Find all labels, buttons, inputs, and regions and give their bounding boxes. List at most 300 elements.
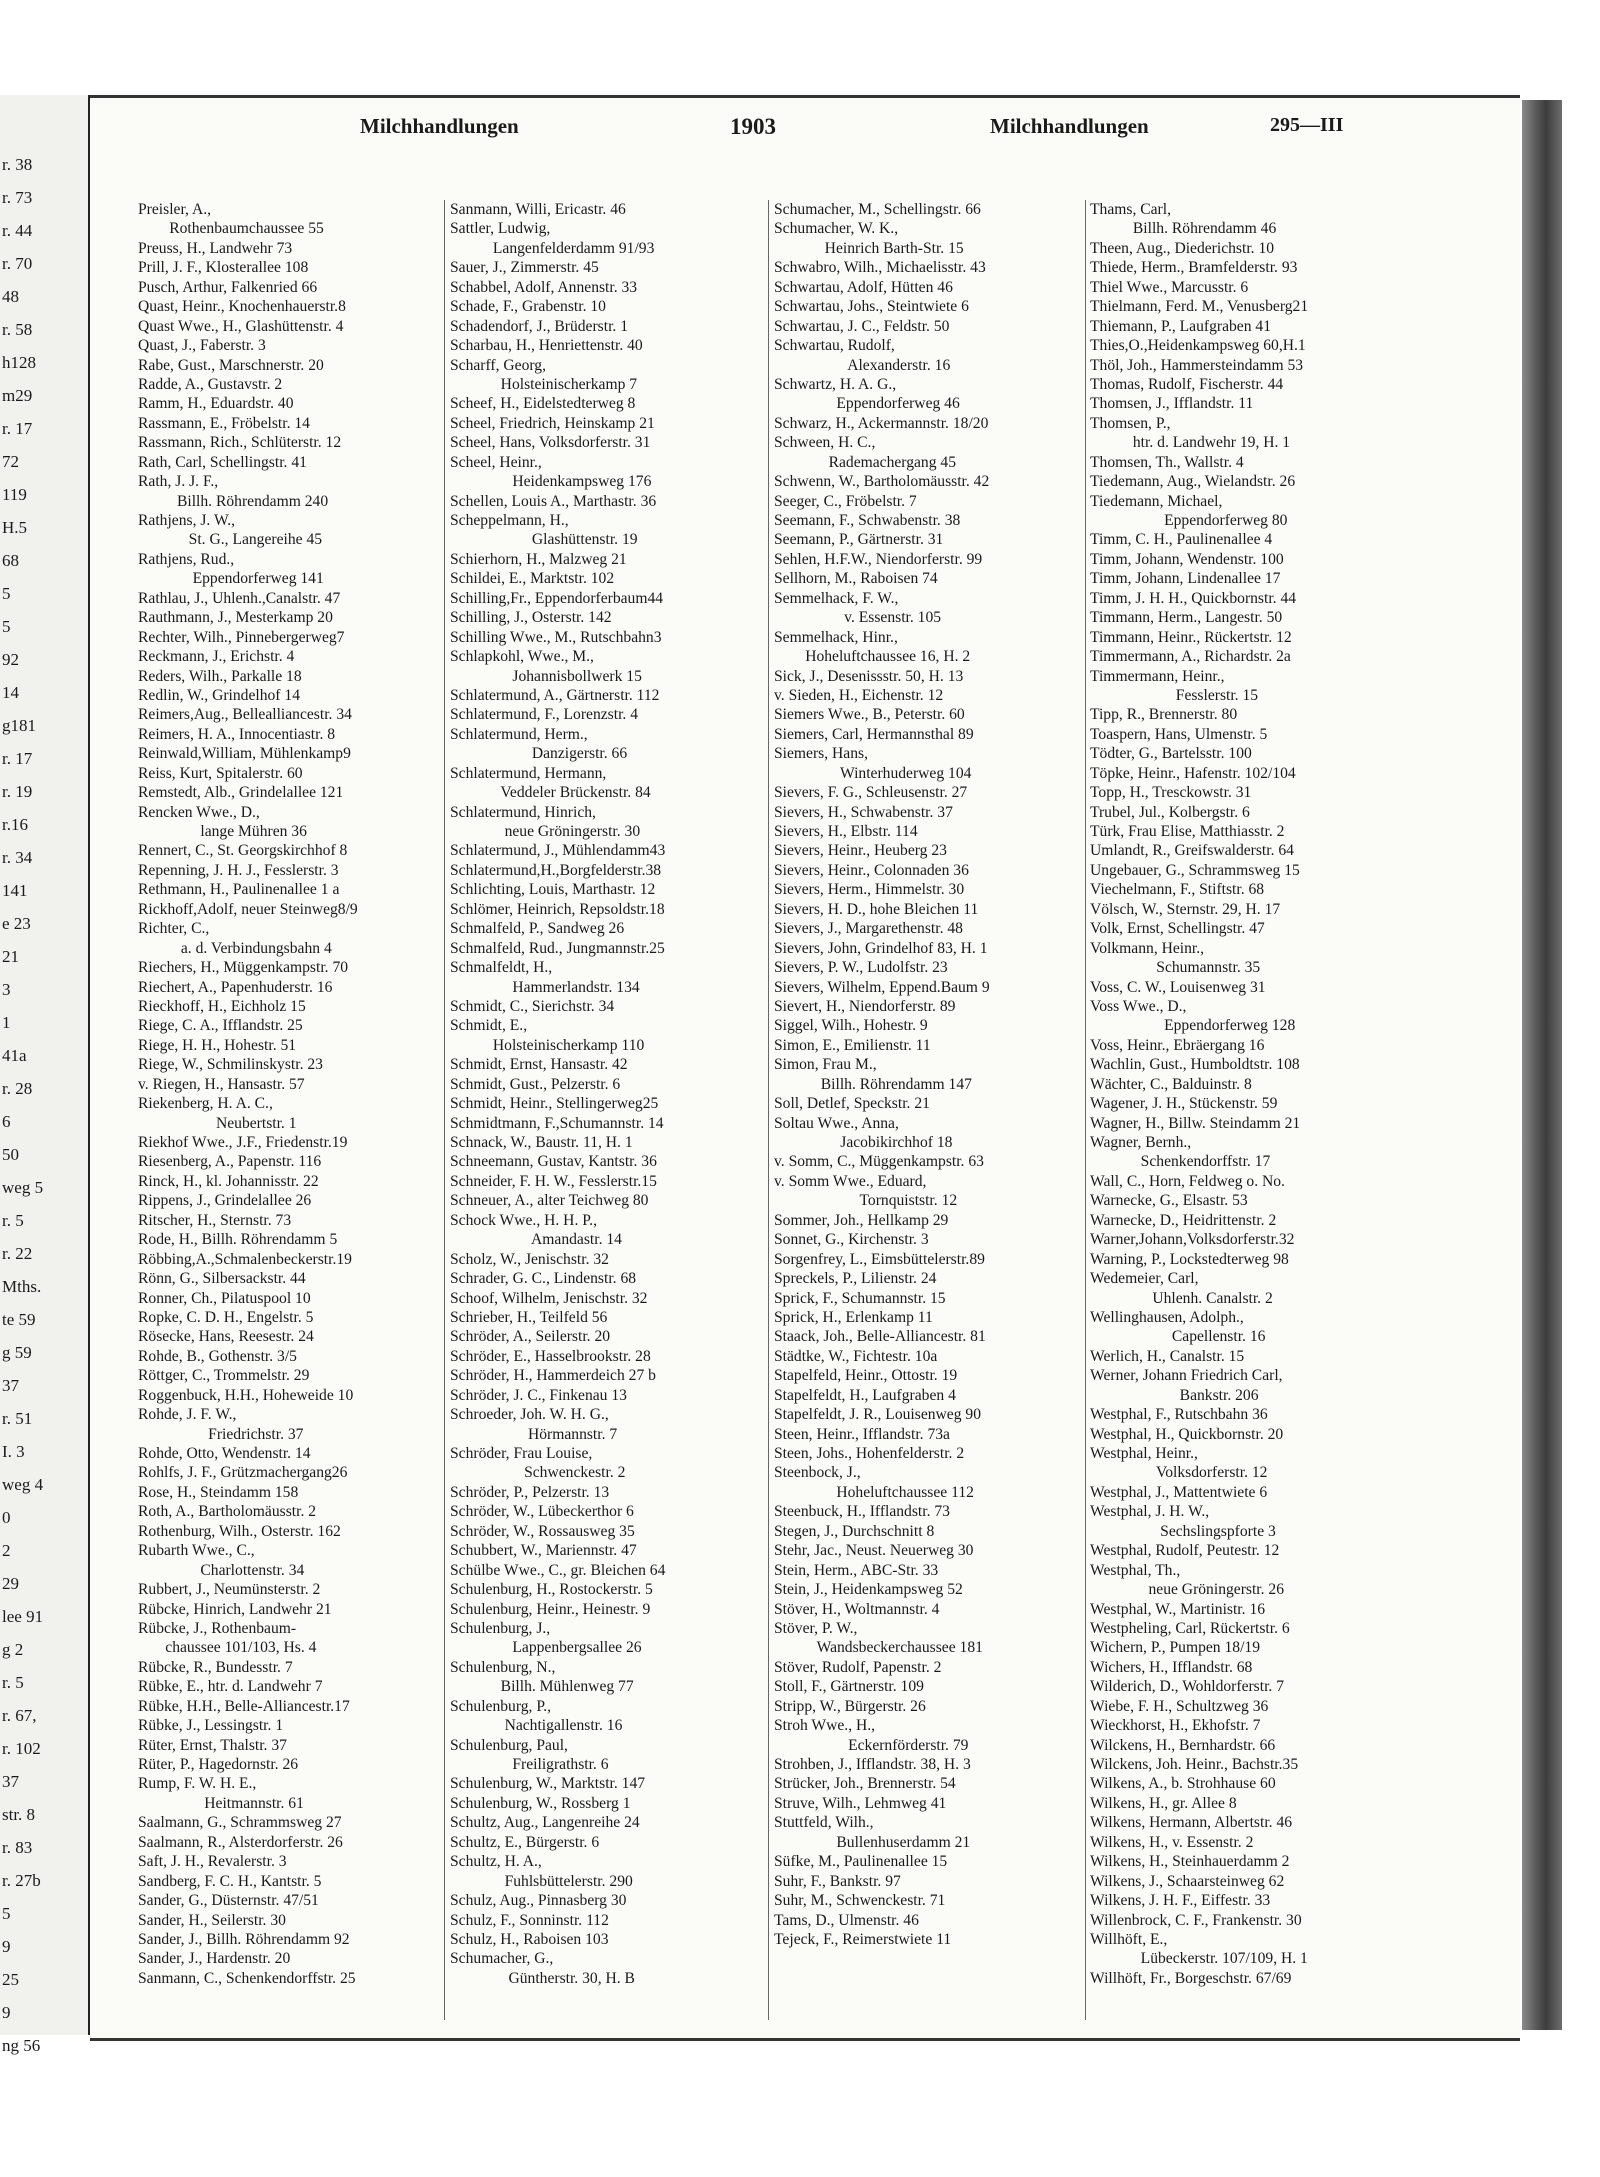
left-page-fragment: Mths. bbox=[2, 1277, 42, 1296]
directory-entry-line: Wilkens, H., Steinhauerdamm 2 bbox=[1090, 1853, 1290, 1871]
directory-entry-line: Sievers, F. G., Schleusenstr. 27 bbox=[774, 784, 968, 802]
directory-entry-line: Scheppelmann, H., bbox=[450, 512, 569, 529]
directory-entry-line: Warnecke, G., Elsastr. 53 bbox=[1090, 1192, 1248, 1210]
directory-entry-line: Schlichting, Louis, Marthastr. 12 bbox=[450, 881, 656, 899]
directory-entry-line: Schröder, A., Seilerstr. 20 bbox=[450, 1328, 611, 1346]
directory-entry-line: Güntherstr. 30, H. B bbox=[450, 1969, 635, 1987]
left-page-fragment: 25 bbox=[2, 1970, 19, 1989]
directory-entry-line: Schnack, W., Baustr. 11, H. 1 bbox=[450, 1134, 633, 1151]
directory-entry-line: Wilderich, D., Wohldorferstr. 7 bbox=[1090, 1678, 1285, 1696]
left-page-fragment: r.16 bbox=[2, 815, 28, 834]
directory-entry-line: Städtke, W., Fichtestr. 10a bbox=[774, 1347, 938, 1365]
left-page-fragment: 141 bbox=[2, 881, 28, 900]
directory-entry-line: Schmidt, Heinr., Stellingerweg25 bbox=[450, 1095, 659, 1113]
directory-entry-line: Uhlenh. Canalstr. 2 bbox=[1090, 1289, 1273, 1307]
directory-entry-line: Holsteinischerkamp 110 bbox=[450, 1036, 645, 1054]
directory-entry-line: Sievers, Wilhelm, Eppend.Baum 9 bbox=[774, 978, 990, 996]
directory-entry-line: Steen, Johs., Hohenfelderstr. 2 bbox=[774, 1445, 965, 1462]
directory-entry-line: Schneuer, A., alter Teichweg 80 bbox=[450, 1192, 649, 1210]
left-page-fragment: m29 bbox=[2, 386, 33, 405]
directory-entry-line: v. Somm, C., Müggenkampstr. 63 bbox=[774, 1153, 984, 1171]
directory-entry-line: Bankstr. 206 bbox=[1090, 1386, 1259, 1404]
directory-entry-line: Süfke, M., Paulinenallee 15 bbox=[774, 1853, 948, 1871]
left-page-fragment: 9 bbox=[2, 2003, 11, 2022]
directory-entry-line: Schröder, Frau Louise, bbox=[450, 1445, 593, 1462]
directory-entry-line: Sievers, H., Schwabenstr. 37 bbox=[774, 803, 953, 821]
directory-entry-line: Glashüttenstr. 19 bbox=[450, 531, 638, 549]
directory-entry-line: Schlatermund, Hinrich, bbox=[450, 803, 596, 821]
directory-entry-line: Wagner, H., Billw. Steindamm 21 bbox=[1090, 1114, 1301, 1132]
directory-entry-line: Nachtigallenstr. 16 bbox=[450, 1717, 623, 1735]
directory-entry-line: Sprick, H., Erlenkamp 11 bbox=[774, 1308, 933, 1326]
book-spine bbox=[1522, 100, 1562, 2030]
directory-entry-line: Türk, Frau Elise, Matthiasstr. 2 bbox=[1090, 823, 1285, 840]
directory-entry-line: Billh. Mühlenweg 77 bbox=[450, 1678, 634, 1696]
directory-entry-line: Wichern, P., Pumpen 18/19 bbox=[1090, 1639, 1261, 1657]
directory-entry-line: Thomsen, P., bbox=[1090, 414, 1171, 432]
directory-entry-line: Thiel Wwe., Marcusstr. 6 bbox=[1090, 278, 1249, 296]
directory-entry-line: Topp, H., Tresckowstr. 31 bbox=[1090, 784, 1252, 802]
directory-entry-line: Hoheluftchaussee 112 bbox=[774, 1483, 974, 1501]
left-page-fragment: r. 5 bbox=[2, 1211, 24, 1230]
directory-entry-line: Soll, Detlef, Speckstr. 21 bbox=[774, 1095, 930, 1113]
directory-entry-line: St. G., Langereihe 45 bbox=[138, 531, 323, 549]
directory-entry-line: Volkmann, Heinr., bbox=[1090, 939, 1205, 957]
directory-entry-line: Rethmann, H., Paulinenallee 1 a bbox=[138, 881, 340, 899]
left-page-fragment: weg 5 bbox=[2, 1178, 44, 1197]
directory-entry-line: Timm, J. H. H., Quickbornstr. 44 bbox=[1090, 589, 1297, 607]
directory-column-2 bbox=[450, 200, 768, 1988]
header-section-right: Milchhandlungen bbox=[990, 114, 1149, 138]
directory-entry-line: Sauer, J., Zimmerstr. 45 bbox=[450, 259, 599, 277]
directory-entry-line: Heitmannstr. 61 bbox=[138, 1794, 304, 1812]
directory-entry-line: Schumacher, G., bbox=[450, 1950, 554, 1968]
directory-entry-line: Völsch, W., Sternstr. 29, H. 17 bbox=[1090, 900, 1281, 918]
left-page-fragment: 9 bbox=[2, 1937, 11, 1956]
directory-entry-line: Hörmannstr. 7 bbox=[450, 1425, 618, 1443]
directory-entry-line: Westphal, J. H. W., bbox=[1090, 1503, 1210, 1521]
left-page-fragment: g 59 bbox=[2, 1343, 32, 1362]
directory-entry-line: Saft, J. H., Revalerstr. 3 bbox=[138, 1853, 287, 1871]
directory-entry-line: Rinck, H., kl. Johannisstr. 22 bbox=[138, 1172, 319, 1190]
left-page-fragment: g 2 bbox=[2, 1640, 24, 1659]
directory-entry-line: Sievers, Heinr., Heuberg 23 bbox=[774, 842, 947, 860]
directory-entry-line: Trubel, Jul., Kolbergstr. 6 bbox=[1090, 803, 1250, 821]
directory-entry-line: neue Gröningerstr. 30 bbox=[450, 823, 641, 840]
left-page-fragment: r. 17 bbox=[2, 419, 33, 438]
directory-entry-line: Rübcke, Hinrich, Landwehr 21 bbox=[138, 1600, 332, 1618]
directory-entry-line: Schmidt, Gust., Pelzerstr. 6 bbox=[450, 1075, 621, 1093]
directory-entry-line: Lübeckerstr. 107/109, H. 1 bbox=[1090, 1950, 1308, 1968]
directory-entry-line: Timmann, Heinr., Rückertstr. 12 bbox=[1090, 628, 1292, 646]
directory-entry-line: Riekenberg, H. A. C., bbox=[138, 1095, 273, 1113]
directory-entry-line: Schmidt, C., Sierichstr. 34 bbox=[450, 997, 615, 1015]
directory-entry-line: Charlottenstr. 34 bbox=[138, 1561, 305, 1579]
directory-entry-line: Tiedemann, Michael, bbox=[1090, 492, 1223, 510]
directory-entry-line: Stein, Herm., ABC-Str. 33 bbox=[774, 1561, 939, 1579]
directory-entry-line: Schildei, E., Marktstr. 102 bbox=[450, 570, 615, 588]
directory-entry-line: Sandberg, F. C. H., Kantstr. 5 bbox=[138, 1872, 322, 1890]
directory-entry-line: Billh. Röhrendamm 240 bbox=[138, 492, 329, 510]
directory-entry-line: Rösecke, Hans, Reesestr. 24 bbox=[138, 1328, 314, 1346]
directory-entry-line: Tornquiststr. 12 bbox=[774, 1192, 958, 1210]
directory-entry-line: Eppendorferweg 80 bbox=[1090, 512, 1288, 529]
directory-entry-line: Schadendorf, J., Brüderstr. 1 bbox=[450, 317, 628, 335]
directory-entry-line: Eckernförderstr. 79 bbox=[774, 1736, 969, 1754]
directory-entry-line: Stoll, F., Gärtnerstr. 109 bbox=[774, 1678, 924, 1696]
directory-entry-line: neue Gröningerstr. 26 bbox=[1090, 1581, 1285, 1599]
directory-entry-line: Eppendorferweg 128 bbox=[1090, 1017, 1296, 1035]
directory-entry-line: Warnecke, D., Heidrittenstr. 2 bbox=[1090, 1211, 1277, 1229]
previous-page-edge bbox=[0, 95, 90, 2055]
directory-entry-line: Wilkens, J. H. F., Eiffestr. 33 bbox=[1090, 1892, 1271, 1910]
left-page-fragment: r. 28 bbox=[2, 1079, 33, 1098]
directory-entry-line: Schumacher, W. K., bbox=[774, 220, 899, 238]
directory-entry-line: Stapelfeldt, J. R., Louisenweg 90 bbox=[774, 1406, 982, 1424]
directory-entry-line: Schneider, F. H. W., Fesslerstr.15 bbox=[450, 1172, 657, 1190]
directory-entry-line: Sievers, J., Margarethenstr. 48 bbox=[774, 920, 963, 938]
directory-entry-line: Repenning, J. H. J., Fesslerstr. 3 bbox=[138, 861, 339, 879]
directory-entry-line: Schröder, J. C., Finkenau 13 bbox=[450, 1386, 627, 1404]
directory-entry-line: Saalmann, R., Alsterdorferstr. 26 bbox=[138, 1833, 343, 1851]
directory-entry-line: Timm, Johann, Wendenstr. 100 bbox=[1090, 550, 1284, 568]
directory-entry-line: Schlatermund, F., Lorenzstr. 4 bbox=[450, 706, 639, 724]
left-page-fragment: 72 bbox=[2, 452, 19, 471]
directory-entry-line: Sander, H., Seilerstr. 30 bbox=[138, 1911, 286, 1929]
left-page-fragment: r. 73 bbox=[2, 188, 33, 207]
directory-entry-line: Stripp, W., Bürgerstr. 26 bbox=[774, 1697, 926, 1715]
left-page-fragment: 1 bbox=[2, 1013, 11, 1032]
directory-entry-line: Sechslingspforte 3 bbox=[1090, 1522, 1276, 1540]
directory-entry-line: Preuss, H., Landwehr 73 bbox=[138, 239, 293, 257]
directory-entry-line: Schultz, E., Bürgerstr. 6 bbox=[450, 1833, 600, 1851]
directory-entry-line: Rohde, Otto, Wendenstr. 14 bbox=[138, 1445, 311, 1462]
left-page-fragment: r. 67, bbox=[2, 1706, 37, 1725]
directory-entry-line: Sievers, John, Grindelhof 83, H. 1 bbox=[774, 939, 988, 957]
directory-entry-line: Stuttfeld, Wilh., bbox=[774, 1814, 874, 1832]
directory-entry-line: Sievert, H., Niendorferstr. 89 bbox=[774, 997, 956, 1015]
directory-entry-line: Westphal, Heinr., bbox=[1090, 1445, 1198, 1462]
directory-entry-line: Sommer, Joh., Hellkamp 29 bbox=[774, 1211, 949, 1229]
directory-entry-line: Reimers, H. A., Innocentiastr. 8 bbox=[138, 725, 336, 743]
left-page-fragment: r. 44 bbox=[2, 221, 33, 240]
directory-entry-line: Sellhorn, M., Raboisen 74 bbox=[774, 570, 938, 588]
directory-entry-line: Schwarz, H., Ackermannstr. 18/20 bbox=[774, 414, 989, 432]
directory-entry-line: Rennert, C., St. Georgskirchhof 8 bbox=[138, 842, 348, 860]
directory-entry-line: Riechers, H., Müggenkampstr. 70 bbox=[138, 959, 349, 977]
directory-entry-line: Pusch, Arthur, Falkenried 66 bbox=[138, 278, 318, 296]
directory-entry-line: Langenfelderdamm 91/93 bbox=[450, 239, 655, 257]
column-rule bbox=[768, 200, 769, 2020]
directory-entry-line: Rohde, J. F. W., bbox=[138, 1406, 237, 1424]
directory-entry-line: htr. d. Landwehr 19, H. 1 bbox=[1090, 434, 1291, 452]
directory-entry-line: Schulenburg, Heinr., Heinestr. 9 bbox=[450, 1600, 651, 1618]
left-page-fragment: str. 8 bbox=[2, 1805, 36, 1824]
left-page-fragment: 3 bbox=[2, 980, 11, 999]
directory-entry-line: Volk, Ernst, Schellingstr. 47 bbox=[1090, 920, 1265, 938]
directory-entry-line: Thomsen, Th., Wallstr. 4 bbox=[1090, 453, 1244, 471]
column-rule bbox=[444, 200, 445, 2020]
directory-entry-line: Friedrichstr. 37 bbox=[138, 1425, 304, 1443]
directory-entry-line: Scharff, Georg, bbox=[450, 356, 546, 374]
directory-entry-line: Billh. Röhrendamm 147 bbox=[774, 1075, 972, 1093]
directory-entry-line: Rüter, Ernst, Thalstr. 37 bbox=[138, 1736, 287, 1754]
directory-entry-line: Rübke, J., Lessingstr. 1 bbox=[138, 1717, 284, 1735]
directory-entry-line: Timm, C. H., Paulinenallee 4 bbox=[1090, 531, 1273, 549]
directory-entry-line: Prill, J. F., Klosterallee 108 bbox=[138, 259, 309, 277]
directory-entry-line: Roth, A., Bartholomäusstr. 2 bbox=[138, 1503, 317, 1521]
directory-entry-line: Riechert, A., Papenhuderstr. 16 bbox=[138, 978, 333, 996]
directory-entry-line: Schlapkohl, Wwe., M., bbox=[450, 648, 594, 666]
directory-entry-line: Schoof, Wilhelm, Jenischstr. 32 bbox=[450, 1289, 648, 1307]
directory-entry-line: Quast, Heinr., Knochenhauerstr.8 bbox=[138, 298, 346, 316]
directory-entry-line: Rath, J. J. F., bbox=[138, 473, 219, 491]
directory-column-4 bbox=[1090, 200, 1382, 1988]
directory-entry-line: Schwenckestr. 2 bbox=[450, 1464, 626, 1482]
directory-entry-line: Schween, H. C., bbox=[774, 434, 876, 452]
directory-entry-line: Schock Wwe., H. H. P., bbox=[450, 1211, 597, 1229]
left-page-fragment: 5 bbox=[2, 1904, 11, 1923]
directory-entry-line: Schwartau, J. C., Feldstr. 50 bbox=[774, 317, 950, 335]
directory-entry-line: Scholz, W., Jenischstr. 32 bbox=[450, 1250, 609, 1268]
directory-entry-line: Rathlau, J., Uhlenh.,Canalstr. 47 bbox=[138, 589, 341, 607]
directory-entry-line: Stegen, J., Durchschnitt 8 bbox=[774, 1522, 935, 1540]
left-page-fragment: H.5 bbox=[2, 518, 28, 537]
directory-entry-line: Bullenhuserdamm 21 bbox=[774, 1833, 971, 1851]
directory-entry-line: Sievers, Herm., Himmelstr. 30 bbox=[774, 881, 965, 899]
directory-entry-line: Thiede, Herm., Bramfelderstr. 93 bbox=[1090, 259, 1298, 277]
directory-entry-line: Tejeck, F., Reimerstwiete 11 bbox=[774, 1930, 952, 1948]
directory-entry-line: Schmidt, E., bbox=[450, 1017, 528, 1035]
directory-entry-line: Siemers, Hans, bbox=[774, 745, 868, 763]
directory-entry-line: Suhr, F., Bankstr. 97 bbox=[774, 1872, 901, 1890]
directory-entry-line: Schulenburg, H., Rostockerstr. 5 bbox=[450, 1581, 653, 1599]
directory-entry-line: Rode, H., Billh. Röhrendamm 5 bbox=[138, 1231, 338, 1249]
directory-entry-line: Schulenburg, N., bbox=[450, 1658, 556, 1676]
directory-entry-line: Simon, E., Emilienstr. 11 bbox=[774, 1036, 931, 1054]
directory-entry-line: Strohben, J., Ifflandstr. 38, H. 3 bbox=[774, 1756, 971, 1773]
directory-entry-line: Rassmann, Rich., Schlüterstr. 12 bbox=[138, 434, 342, 452]
left-page-fragment: r. 102 bbox=[2, 1739, 41, 1758]
directory-entry-line: Umlandt, R., Greifswalderstr. 64 bbox=[1090, 842, 1294, 860]
left-page-fragment: te 59 bbox=[2, 1310, 36, 1329]
directory-entry-line: Semmelhack, Hinr., bbox=[774, 628, 898, 646]
directory-entry-line: Schilling,Fr., Eppendorferbaum44 bbox=[450, 589, 664, 607]
directory-entry-line: Riekhof Wwe., J.F., Friedenstr.19 bbox=[138, 1134, 348, 1151]
directory-entry-line: Thielmann, Ferd. M., Venusberg21 bbox=[1090, 298, 1309, 316]
directory-entry-line: Thiemann, P., Laufgraben 41 bbox=[1090, 317, 1272, 335]
directory-entry-line: Redlin, W., Grindelhof 14 bbox=[138, 686, 300, 704]
directory-entry-line: Fuhlsbüttelerstr. 290 bbox=[450, 1872, 633, 1890]
directory-entry-line: Werlich, H., Canalstr. 15 bbox=[1090, 1347, 1245, 1365]
directory-entry-line: Rademachergang 45 bbox=[774, 453, 957, 471]
directory-entry-line: Wilkens, H., gr. Allee 8 bbox=[1090, 1794, 1237, 1812]
directory-entry-line: Stöver, H., Woltmannstr. 4 bbox=[774, 1600, 940, 1618]
left-page-fragment: r. 38 bbox=[2, 155, 33, 174]
directory-entry-line: Reimers,Aug., Bellealliancestr. 34 bbox=[138, 706, 352, 724]
directory-entry-line: Westphal, W., Martinistr. 16 bbox=[1090, 1600, 1266, 1618]
directory-entry-line: v. Essenstr. 105 bbox=[774, 609, 942, 627]
directory-entry-line: Schneemann, Gustav, Kantstr. 36 bbox=[450, 1153, 657, 1171]
directory-entry-line: Riege, C. A., Ifflandstr. 25 bbox=[138, 1017, 303, 1035]
directory-entry-line: Rassmann, E., Fröbelstr. 14 bbox=[138, 414, 310, 432]
directory-entry-line: Stapelfeldt, H., Laufgraben 4 bbox=[774, 1386, 956, 1404]
directory-entry-line: Rauthmann, J., Mesterkamp 20 bbox=[138, 609, 333, 627]
left-page-fragment: 5 bbox=[2, 584, 11, 603]
directory-entry-line: Rickhoff,Adolf, neuer Steinweg8/9 bbox=[138, 900, 358, 918]
directory-entry-line: Schröder, P., Pelzerstr. 13 bbox=[450, 1483, 610, 1501]
left-page-fragment: 48 bbox=[2, 287, 19, 306]
directory-entry-line: Rubbert, J., Neumünsterstr. 2 bbox=[138, 1581, 321, 1599]
directory-entry-line: Jacobikirchhof 18 bbox=[774, 1134, 953, 1151]
directory-entry-line: Schmidt, Ernst, Hansastr. 42 bbox=[450, 1056, 628, 1074]
directory-entry-line: Schierhorn, H., Malzweg 21 bbox=[450, 550, 627, 568]
directory-entry-line: Sick, J., Desenissstr. 50, H. 13 bbox=[774, 667, 964, 685]
directory-entry-line: Rieckhoff, H., Eichholz 15 bbox=[138, 997, 306, 1015]
directory-entry-line: chaussee 101/103, Hs. 4 bbox=[138, 1639, 317, 1657]
directory-entry-line: Siemers Wwe., B., Peterstr. 60 bbox=[774, 706, 965, 724]
directory-entry-line: Quast Wwe., H., Glashüttenstr. 4 bbox=[138, 317, 344, 335]
directory-entry-line: Schlömer, Heinrich, Repsoldstr.18 bbox=[450, 900, 665, 918]
directory-entry-line: Rönn, G., Silbersackstr. 44 bbox=[138, 1270, 306, 1288]
directory-entry-line: Eppendorferweg 141 bbox=[138, 570, 324, 588]
directory-entry-line: Wachlin, Gust., Humboldtstr. 108 bbox=[1090, 1056, 1300, 1074]
directory-entry-line: Wiebe, F. H., Schultzweg 36 bbox=[1090, 1697, 1269, 1715]
directory-entry-line: Schwartau, Rudolf, bbox=[774, 337, 895, 355]
directory-entry-line: Sievers, H. D., hohe Bleichen 11 bbox=[774, 900, 979, 918]
left-page-fragment: h128 bbox=[2, 353, 36, 372]
directory-entry-line: Johannisbollwerk 15 bbox=[450, 667, 642, 685]
left-page-fragment: r. 34 bbox=[2, 848, 33, 867]
directory-entry-line: Röbbing,A.,Schmalenbeckerstr.19 bbox=[138, 1250, 352, 1268]
directory-entry-line: Rohlfs, J. F., Grützmachergang26 bbox=[138, 1464, 348, 1482]
directory-entry-line: Rabe, Gust., Marschnerstr. 20 bbox=[138, 356, 324, 374]
directory-entry-line: Hoheluftchaussee 16, H. 2 bbox=[774, 648, 971, 666]
directory-entry-line: Schumacher, M., Schellingstr. 66 bbox=[774, 201, 981, 218]
directory-entry-line: Schubbert, W., Mariennstr. 47 bbox=[450, 1542, 637, 1560]
directory-entry-line: Voss, Heinr., Ebräergang 16 bbox=[1090, 1036, 1265, 1054]
directory-entry-line: Steenbuck, H., Ifflandstr. 73 bbox=[774, 1503, 950, 1521]
directory-entry-line: Scharbau, H., Henriettenstr. 40 bbox=[450, 337, 643, 355]
directory-entry-line: Sievers, Heinr., Colonnaden 36 bbox=[774, 861, 969, 879]
directory-entry-line: Rothenburg, Wilh., Osterstr. 162 bbox=[138, 1522, 341, 1540]
directory-entry-line: Holsteinischerkamp 7 bbox=[450, 375, 638, 393]
directory-entry-line: Seemann, F., Schwabenstr. 38 bbox=[774, 512, 961, 529]
directory-entry-line: Eppendorferweg 46 bbox=[774, 395, 960, 413]
directory-entry-line: Willhöft, E., bbox=[1090, 1930, 1168, 1948]
directory-entry-line: Willhöft, Fr., Borgeschstr. 67/69 bbox=[1090, 1969, 1292, 1987]
directory-entry-line: Wellinghausen, Adolph., bbox=[1090, 1308, 1244, 1326]
left-page-fragment: r. 19 bbox=[2, 782, 33, 801]
left-page-fragment: r. 51 bbox=[2, 1409, 33, 1428]
directory-entry-line: Thies,O.,Heidenkampsweg 60,H.1 bbox=[1090, 337, 1306, 355]
directory-entry-line: Sander, G., Düsternstr. 47/51 bbox=[138, 1892, 319, 1910]
directory-entry-line: Westphal, H., Quickbornstr. 20 bbox=[1090, 1425, 1284, 1443]
directory-entry-line: Rübcke, J., Rothenbaum- bbox=[138, 1619, 297, 1637]
directory-entry-line: Schmidtmann, F.,Schumannstr. 14 bbox=[450, 1114, 664, 1132]
directory-entry-line: Riege, H. H., Hohestr. 51 bbox=[138, 1036, 297, 1054]
left-page-fragment: 21 bbox=[2, 947, 19, 966]
directory-entry-line: Tams, D., Ulmenstr. 46 bbox=[774, 1911, 919, 1929]
directory-entry-line: Wilckens, H., Bernhardstr. 66 bbox=[1090, 1736, 1276, 1754]
directory-entry-line: Sorgenfrey, L., Eimsbüttelerstr.89 bbox=[774, 1250, 985, 1268]
directory-entry-line: Wall, C., Horn, Feldweg o. No. bbox=[1090, 1172, 1285, 1190]
directory-entry-line: Schulenburg, W., Rossberg 1 bbox=[450, 1794, 631, 1812]
directory-entry-line: Rübke, E., htr. d. Landwehr 7 bbox=[138, 1678, 323, 1696]
directory-entry-line: Schroeder, Joh. W. H. G., bbox=[450, 1406, 609, 1424]
directory-entry-line: Thöl, Joh., Hammersteindamm 53 bbox=[1090, 356, 1304, 374]
left-page-fragment: 6 bbox=[2, 1112, 11, 1131]
directory-entry-line: Westphal, J., Mattentwiete 6 bbox=[1090, 1483, 1268, 1501]
directory-entry-line: Schlatermund, Hermann, bbox=[450, 764, 607, 782]
directory-entry-line: Voss Wwe., D., bbox=[1090, 997, 1187, 1015]
directory-entry-line: Schilling, J., Osterstr. 142 bbox=[450, 609, 612, 627]
page-number: 295—III bbox=[1270, 114, 1344, 136]
directory-entry-line: v. Sieden, H., Eichenstr. 12 bbox=[774, 686, 944, 704]
directory-entry-line: Stöver, Rudolf, Papenstr. 2 bbox=[774, 1658, 942, 1676]
left-page-fragment: 92 bbox=[2, 650, 19, 669]
left-page-fragment: e 23 bbox=[2, 914, 31, 933]
left-page-fragment: 41a bbox=[2, 1046, 27, 1065]
directory-entry-line: Voss, C. W., Louisenweg 31 bbox=[1090, 978, 1266, 996]
directory-entry-line: Billh. Röhrendamm 46 bbox=[1090, 220, 1277, 238]
directory-entry-line: Theen, Aug., Diederichstr. 10 bbox=[1090, 239, 1275, 257]
directory-entry-line: Ritscher, H., Sternstr. 73 bbox=[138, 1211, 292, 1229]
directory-entry-line: Wandsbeckerchaussee 181 bbox=[774, 1639, 983, 1657]
directory-entry-line: Ungebauer, G., Schrammsweg 15 bbox=[1090, 861, 1300, 879]
directory-entry-line: v. Somm Wwe., Eduard, bbox=[774, 1172, 927, 1190]
directory-entry-line: Schwabro, Wilh., Michaelisstr. 43 bbox=[774, 259, 986, 277]
directory-entry-line: Spreckels, P., Lilienstr. 24 bbox=[774, 1270, 937, 1288]
directory-entry-line: Schröder, W., Rossausweg 35 bbox=[450, 1522, 635, 1540]
directory-entry-line: Struve, Wilh., Lehmweg 41 bbox=[774, 1794, 947, 1812]
directory-entry-line: Schumannstr. 35 bbox=[1090, 959, 1261, 977]
left-page-fragment: r. 5 bbox=[2, 1673, 24, 1692]
directory-entry-line: Rohde, B., Gothenstr. 3/5 bbox=[138, 1347, 297, 1365]
directory-entry-line: Schulenburg, W., Marktstr. 147 bbox=[450, 1775, 646, 1793]
directory-entry-line: Seeger, C., Fröbelstr. 7 bbox=[774, 492, 917, 510]
directory-entry-line: Scheel, Heinr., bbox=[450, 453, 542, 471]
directory-entry-line: Reiss, Kurt, Spitalerstr. 60 bbox=[138, 764, 303, 782]
directory-entry-line: Stapelfeld, Heinr., Ottostr. 19 bbox=[774, 1367, 958, 1385]
directory-entry-line: Riesenberg, A., Papenstr. 116 bbox=[138, 1153, 322, 1171]
left-page-fragment: g181 bbox=[2, 716, 36, 735]
directory-entry-line: Rathjens, J. W., bbox=[138, 512, 236, 529]
directory-column-3 bbox=[774, 200, 1092, 1949]
directory-entry-line: Wilkens, A., b. Strohhause 60 bbox=[1090, 1775, 1276, 1793]
directory-entry-line: Schrieber, H., Teilfeld 56 bbox=[450, 1308, 608, 1326]
page-header bbox=[110, 110, 1370, 150]
directory-entry-line: Schmalfeldt, H., bbox=[450, 959, 553, 977]
directory-entry-line: Veddeler Brückenstr. 84 bbox=[450, 784, 651, 802]
directory-entry-line: Schlatermund,H.,Borgfelderstr.38 bbox=[450, 861, 662, 879]
directory-entry-line: Sprick, F., Schumannstr. 15 bbox=[774, 1289, 946, 1307]
directory-entry-line: Lappenbergsallee 26 bbox=[450, 1639, 642, 1657]
directory-entry-line: Sander, J., Billh. Röhrendamm 92 bbox=[138, 1930, 350, 1948]
directory-entry-line: Fesslerstr. 15 bbox=[1090, 686, 1259, 704]
directory-entry-line: Rothenbaumchaussee 55 bbox=[138, 220, 324, 238]
directory-entry-line: Steenbock, J., bbox=[774, 1464, 861, 1482]
header-year: 1903 bbox=[730, 114, 776, 139]
directory-entry-line: Rose, H., Steindamm 158 bbox=[138, 1483, 299, 1501]
directory-entry-line: Schröder, W., Lübeckerthor 6 bbox=[450, 1503, 634, 1521]
left-page-fragment: r. 27b bbox=[2, 1871, 41, 1890]
directory-entry-line: Viechelmann, F., Stiftstr. 68 bbox=[1090, 881, 1265, 899]
directory-entry-line: Schulz, F., Sonninstr. 112 bbox=[450, 1911, 609, 1929]
directory-entry-line: Schultz, Aug., Langenreihe 24 bbox=[450, 1814, 640, 1832]
left-page-fragment: 2 bbox=[2, 1541, 11, 1560]
directory-entry-line: Neubertstr. 1 bbox=[138, 1114, 297, 1132]
